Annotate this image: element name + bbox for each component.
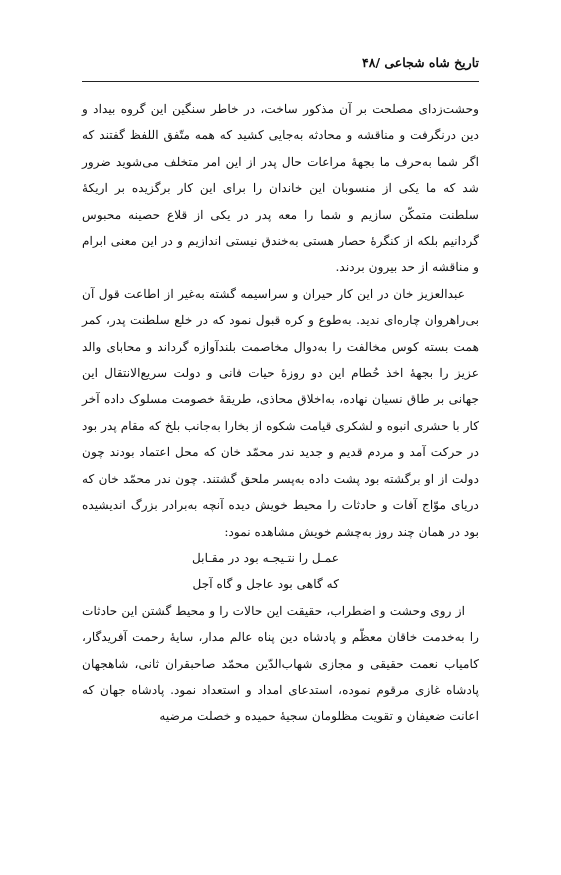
verse-line-2: که گاهی بود عاجل و گاه آجل: [192, 577, 339, 592]
paragraph-3: از روی وحشت و اضطراب، حقیقت این حالات را و محیط گشتن این حادثات را به‌خدمت خاقان معظّم و پادشاه دین پناه عالم مدار، سایۀ رحمت آفریدگار، کامیاب نعمت حقیقی و مجازی شهاب‌الدّین محمّد صاحبقران ثانی، شاهجهان پادشاه غازی مرقوم نموده، استدعای امداد و استعداد نمود. پادشاه جهان که اعانت ضعیفان و تقویت مظلومان سجیۀ حمیده و خصلت مرضیه: [82, 603, 479, 724]
paragraph-2: عبدالعزیز خان در این کار حیران و سراسیمه گشته به‌غیر از اطاعت قول آن بی‌راهروان چاره‌ای ندید. به‌طوع و کره قبول نمود که در خلع سلطنت پدر، کمر همت بسته کوس مخالفت را به‌دوال مخاصمت بلندآوازه گرداند و محابای والد عزیز را بجهۀ اخذ حُطام این دو روزۀ حیات فانی و دولت سریع‌الانتقال این جهانی بر طاق نسیان نهاده، به‌اخلاق محاذی، طریقۀ خصومت مسلوک داده آخر کار با حشری انبوه و لشکری قیامت شکوه از بخارا به‌جانب بلخ که مقام پدر بود در حرکت آمد و مردم قدیم و جدید ندر محمّد خان که محل اعتماد بودند چون دولت از او برگشته بود پشت داده به‌پسر ملحق گشتند. چون ندر محمّد خان که دریای موّاج آفات و حادثات را محیط خویش دیده آنچه به‌برادر بزرگ اندیشیده بود در همان چند روز به‌چشم خویش مشاهده نمود:: [82, 286, 479, 539]
verse-line-1: عمـل را نتـیجـه بود در مقـابل: [191, 550, 340, 565]
running-header: [82, 55, 479, 77]
header-rule: [82, 81, 479, 82]
paragraph-1: وحشت‌زدای مصلحت بر آن مذکور ساخت، در خاطر سنگین این گروه بیداد و دین درنگرفت و مناقشه و محادثه به‌جایی کشید که همه متّفق اللفظ گفتند که اگر شما به‌حرف ما بجهۀ مراعات حال پدر از این امر متخلف می‌شوید ضرور شد که ما یکی از منسوبان این خاندان را برای این کار برگزیده بر اریکۀ سلطنت متمکّن سازیم و شما را معه پدر در یکی از قلاع حصینه محبوس گردانیم بلکه از کنگرۀ حصار هستی به‌خندق نیستی اندازیم و در این معنی ابرام و مناقشه از حد بیرون بردند.: [82, 102, 479, 275]
page-body: [82, 96, 479, 730]
running-title: تاریخ شاه شجاعی /۴۸: [362, 55, 479, 70]
